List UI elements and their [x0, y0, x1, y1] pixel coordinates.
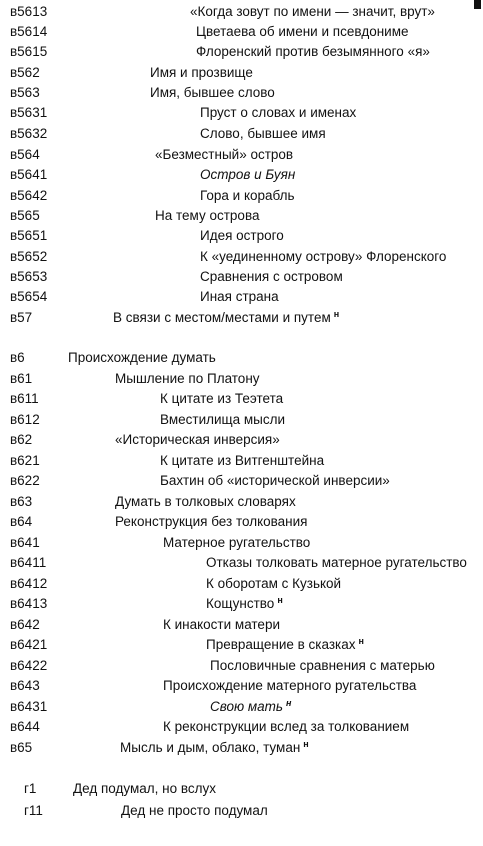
- section-code: в641: [10, 535, 40, 550]
- section-title: Бахтин об «исторической инверсии»: [160, 473, 390, 488]
- section-title: Вместилища мысли: [160, 412, 286, 427]
- note-marker: н: [277, 594, 283, 605]
- section-code: в5614: [10, 24, 48, 39]
- section-title: К цитате из Теэтета: [160, 391, 284, 406]
- toc-row: [0, 308, 483, 328]
- toc-row: [0, 615, 483, 635]
- toc-row: [0, 594, 483, 614]
- section-code: в5641: [10, 167, 48, 182]
- section-code: в5652: [10, 249, 48, 264]
- section-code: в5615: [10, 44, 48, 59]
- section-title: Дед не просто подумал: [121, 803, 268, 818]
- section-title: Происхождение матерного ругательства: [163, 678, 417, 693]
- toc-row: [0, 83, 483, 103]
- toc-row: [0, 247, 483, 267]
- section-title: Иная страна: [200, 289, 279, 304]
- section-title: Гора и корабль: [200, 188, 295, 203]
- section-title: К цитате из Витгенштейна: [160, 453, 325, 468]
- section-title-text: Превращение в сказках: [206, 637, 356, 652]
- section-code: в64: [10, 514, 33, 529]
- toc-row: [0, 389, 483, 409]
- section-title: Цветаева об имени и псевдониме: [196, 24, 409, 39]
- section-code: в6431: [10, 699, 48, 714]
- section-code: в611: [10, 391, 39, 406]
- section-title: На тему острова: [155, 208, 260, 223]
- section-code: в65: [10, 740, 33, 755]
- toc-row: [0, 186, 483, 206]
- section-code: г11: [24, 803, 43, 818]
- section-title-text: Свою мать: [210, 699, 284, 714]
- section-code: в612: [10, 412, 40, 427]
- toc-row: [0, 165, 483, 185]
- section-code: в6: [10, 350, 25, 365]
- toc-row: [0, 2, 483, 22]
- section-title: Имя, бывшее слово: [150, 85, 275, 100]
- section-title: «Безместный» остров: [155, 147, 294, 162]
- section-title: Пословичные сравнения с матерью: [210, 658, 435, 673]
- toc-row: [0, 410, 483, 430]
- section-title: Слово, бывшее имя: [200, 126, 326, 141]
- section-code: в621: [10, 453, 40, 468]
- section-title: [210, 697, 291, 717]
- section-code: в6422: [10, 658, 48, 673]
- section-code: в643: [10, 678, 40, 693]
- section-title: Мышление по Платону: [115, 371, 260, 386]
- toc-row: [0, 287, 483, 307]
- section-code: г1: [24, 781, 37, 796]
- section-code: в565: [10, 208, 40, 223]
- section-title-text: В связи с местом/местами и путем: [113, 310, 331, 325]
- section-code: в622: [10, 473, 40, 488]
- toc-row: [0, 574, 483, 594]
- section-title: Пруст о словах и именах: [200, 105, 357, 120]
- section-title: К «уединенному острову» Флоренского: [200, 249, 447, 264]
- section-code: в5613: [10, 4, 48, 19]
- section-code: в5642: [10, 188, 48, 203]
- toc-row: [0, 697, 483, 717]
- section-code: в6421: [10, 637, 48, 652]
- toc-row: [0, 492, 483, 512]
- section-title: «Когда зовут по имени — значит, врут»: [190, 4, 435, 19]
- section-title-text: Кощунство: [206, 596, 275, 611]
- section-code: в644: [10, 719, 40, 734]
- section-title: К реконструкции вслед за толкованием: [163, 719, 410, 734]
- section-code: в642: [10, 617, 40, 632]
- toc-row: [0, 145, 483, 165]
- toc-row: [0, 124, 483, 144]
- section-code: в5653: [10, 269, 48, 284]
- toc-row: [0, 801, 483, 821]
- section-title-text: Мысль и дым, облако, туман: [120, 740, 301, 755]
- section-code: в563: [10, 85, 40, 100]
- section-code: в5632: [10, 126, 48, 141]
- section-title: Реконструкция без толкования: [115, 514, 308, 529]
- note-marker: н: [286, 697, 292, 708]
- toc-row: [0, 430, 483, 450]
- section-title: [206, 635, 364, 655]
- section-code: в62: [10, 432, 33, 447]
- section-code: в6413: [10, 596, 48, 611]
- toc-row: [0, 779, 483, 799]
- toc-row: [0, 42, 483, 62]
- toc-row: [0, 717, 483, 737]
- toc-row: [0, 738, 483, 758]
- section-title: К оборотам с Кузькой: [206, 576, 342, 591]
- section-code: в57: [10, 310, 33, 325]
- section-title: Отказы толковать матерное ругательство: [206, 555, 467, 570]
- section-code: в5654: [10, 289, 48, 304]
- section-title: Происхождение думать: [68, 350, 216, 365]
- section-code: в5631: [10, 105, 48, 120]
- toc-row: [0, 22, 483, 42]
- toc-row: [0, 369, 483, 389]
- section-title: Сравнения с островом: [200, 269, 343, 284]
- toc-row: [0, 103, 483, 123]
- toc-row: [0, 451, 483, 471]
- toc-row: [0, 226, 483, 246]
- section-title: Дед подумал, но вслух: [73, 781, 217, 796]
- section-title: [113, 308, 339, 328]
- section-code: в61: [10, 371, 33, 386]
- toc-row: [0, 512, 483, 532]
- section-code: в562: [10, 65, 40, 80]
- section-title: [120, 738, 309, 758]
- toc-row: [0, 63, 483, 83]
- toc-row: [0, 635, 483, 655]
- note-marker: н: [358, 635, 364, 646]
- toc-row: [0, 553, 483, 573]
- section-code: в6411: [10, 555, 47, 570]
- toc-row: [0, 656, 483, 676]
- section-title: Остров и Буян: [200, 167, 296, 182]
- toc-row: [0, 533, 483, 553]
- toc-row: [0, 206, 483, 226]
- section-title: Матерное ругательство: [163, 535, 311, 550]
- section-title: Думать в толковых словарях: [115, 494, 296, 509]
- section-title: [206, 594, 283, 614]
- note-marker: н: [333, 308, 340, 319]
- toc-row: [0, 348, 483, 368]
- section-title: Имя и прозвище: [150, 65, 253, 80]
- section-code: в6412: [10, 576, 48, 591]
- section-code: в564: [10, 147, 40, 162]
- section-title: Идея острого: [200, 228, 284, 243]
- section-title: Флоренский против безымянного «я»: [196, 44, 430, 59]
- section-title: К инакости матери: [163, 617, 280, 632]
- toc-row: [0, 471, 483, 491]
- section-code: в63: [10, 494, 33, 509]
- note-marker: н: [303, 738, 309, 749]
- toc-row: [0, 267, 483, 287]
- section-title: «Историческая инверсия»: [115, 432, 280, 447]
- toc-row: [0, 676, 483, 696]
- section-code: в5651: [10, 228, 48, 243]
